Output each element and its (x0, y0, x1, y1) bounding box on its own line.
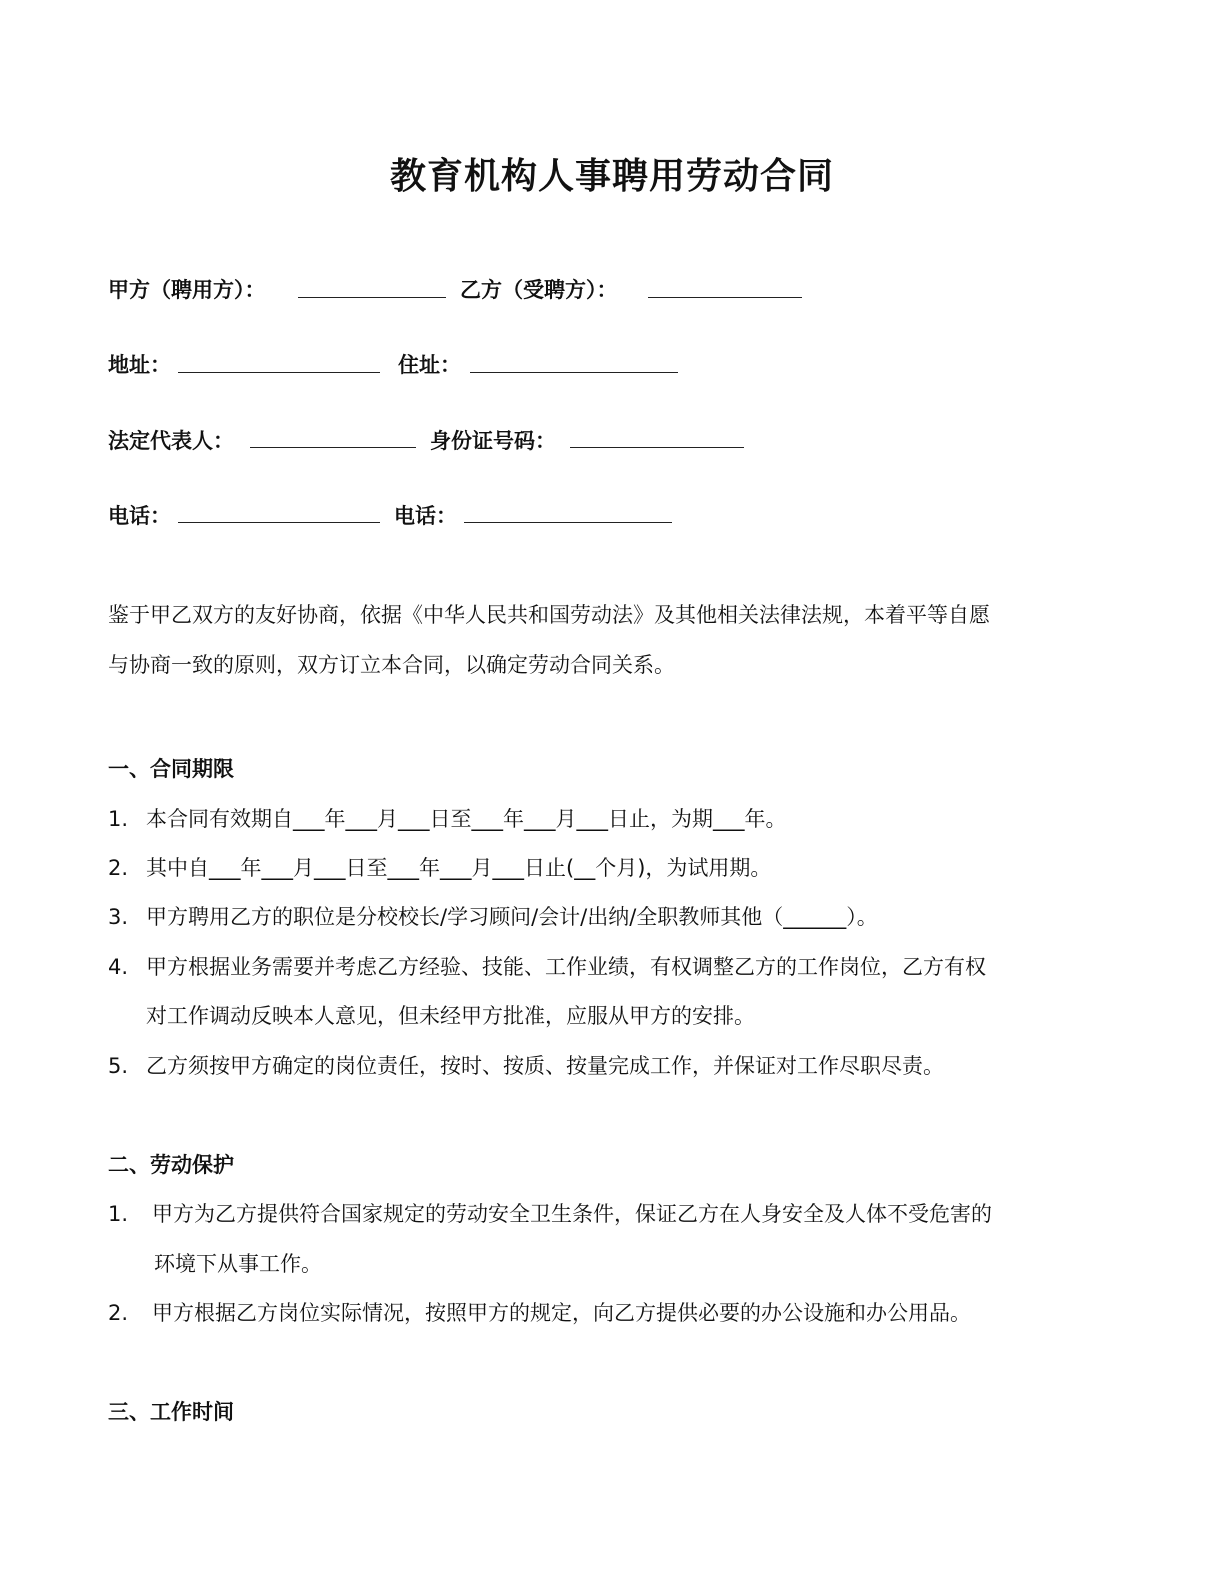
list-item (108, 1297, 971, 1327)
list-item-number: 5. (108, 1054, 129, 1078)
legal-rep-blank[interactable] (250, 447, 416, 448)
section-1-heading: 一、合同期限 (108, 757, 234, 781)
list-item (108, 951, 986, 981)
list-item-number: 1. (108, 807, 129, 831)
list-item-text: 甲方为乙方提供符合国家规定的劳动安全卫生条件，保证乙方在人身安全及人体不受危害的 (152, 1202, 992, 1226)
document-title: 教育机构人事聘用劳动合同 (389, 156, 834, 197)
phone-b-label: 电话： (394, 504, 457, 528)
address-label: 地址： (108, 353, 171, 377)
list-item-text: 本合同有效期自___年___月___日至___年___月___日止，为期___年。 (146, 807, 787, 831)
phone-a-label: 电话： (108, 504, 171, 528)
phone-b-blank[interactable] (464, 522, 672, 523)
preamble-line-1: 鉴于甲乙双方的友好协商，依据《中华人民共和国劳动法》及其他相关法律法规，本着平等自愿 (108, 603, 990, 627)
list-item-text: 甲方根据乙方岗位实际情况，按照甲方的规定，向乙方提供必要的办公设施和办公用品。 (152, 1301, 971, 1325)
list-item (108, 901, 878, 931)
residence-blank[interactable] (470, 372, 678, 373)
list-item-text: 乙方须按甲方确定的岗位责任，按时、按质、按量完成工作，并保证对工作尽职尽责。 (146, 1054, 944, 1078)
list-item (108, 803, 787, 833)
id-number-blank[interactable] (570, 447, 744, 448)
party-b-label: 乙方（受聘方）： (460, 278, 618, 302)
list-item-number: 4. (108, 955, 129, 979)
list-item-number: 3. (108, 905, 129, 929)
list-item-text: 甲方根据业务需要并考虑乙方经验、技能、工作业绩，有权调整乙方的工作岗位，乙方有权 (146, 955, 986, 979)
list-item (108, 1050, 944, 1080)
residence-label: 住址： (398, 353, 461, 377)
list-item-continuation: 对工作调动反映本人意见，但未经甲方批准，应服从甲方的安排。 (146, 1004, 755, 1028)
section-3-heading: 三、工作时间 (108, 1400, 234, 1424)
phone-a-blank[interactable] (178, 522, 380, 523)
preamble-line-2: 与协商一致的原则，双方订立本合同，以确定劳动合同关系。 (108, 653, 675, 677)
address-blank[interactable] (178, 372, 380, 373)
list-item-continuation: 环境下从事工作。 (154, 1252, 322, 1276)
list-item-number: 1. (108, 1202, 129, 1226)
section-2-heading: 二、劳动保护 (108, 1153, 234, 1177)
list-item-number: 2. (108, 856, 129, 880)
party-a-blank[interactable] (298, 297, 446, 298)
party-b-blank[interactable] (648, 297, 802, 298)
legal-rep-label: 法定代表人： (108, 429, 234, 453)
party-a-label: 甲方（聘用方）： (108, 278, 266, 302)
list-item-text: 其中自___年___月___日至___年___月___日止(__个月)，为试用期。 (146, 856, 772, 880)
list-item (108, 1198, 992, 1228)
id-number-label: 身份证号码： (430, 429, 556, 453)
list-item-text: 甲方聘用乙方的职位是分校校长/学习顾问/会计/出纳/全职教师其他（______）。 (146, 905, 878, 929)
list-item-number: 2. (108, 1301, 129, 1325)
list-item (108, 852, 771, 882)
